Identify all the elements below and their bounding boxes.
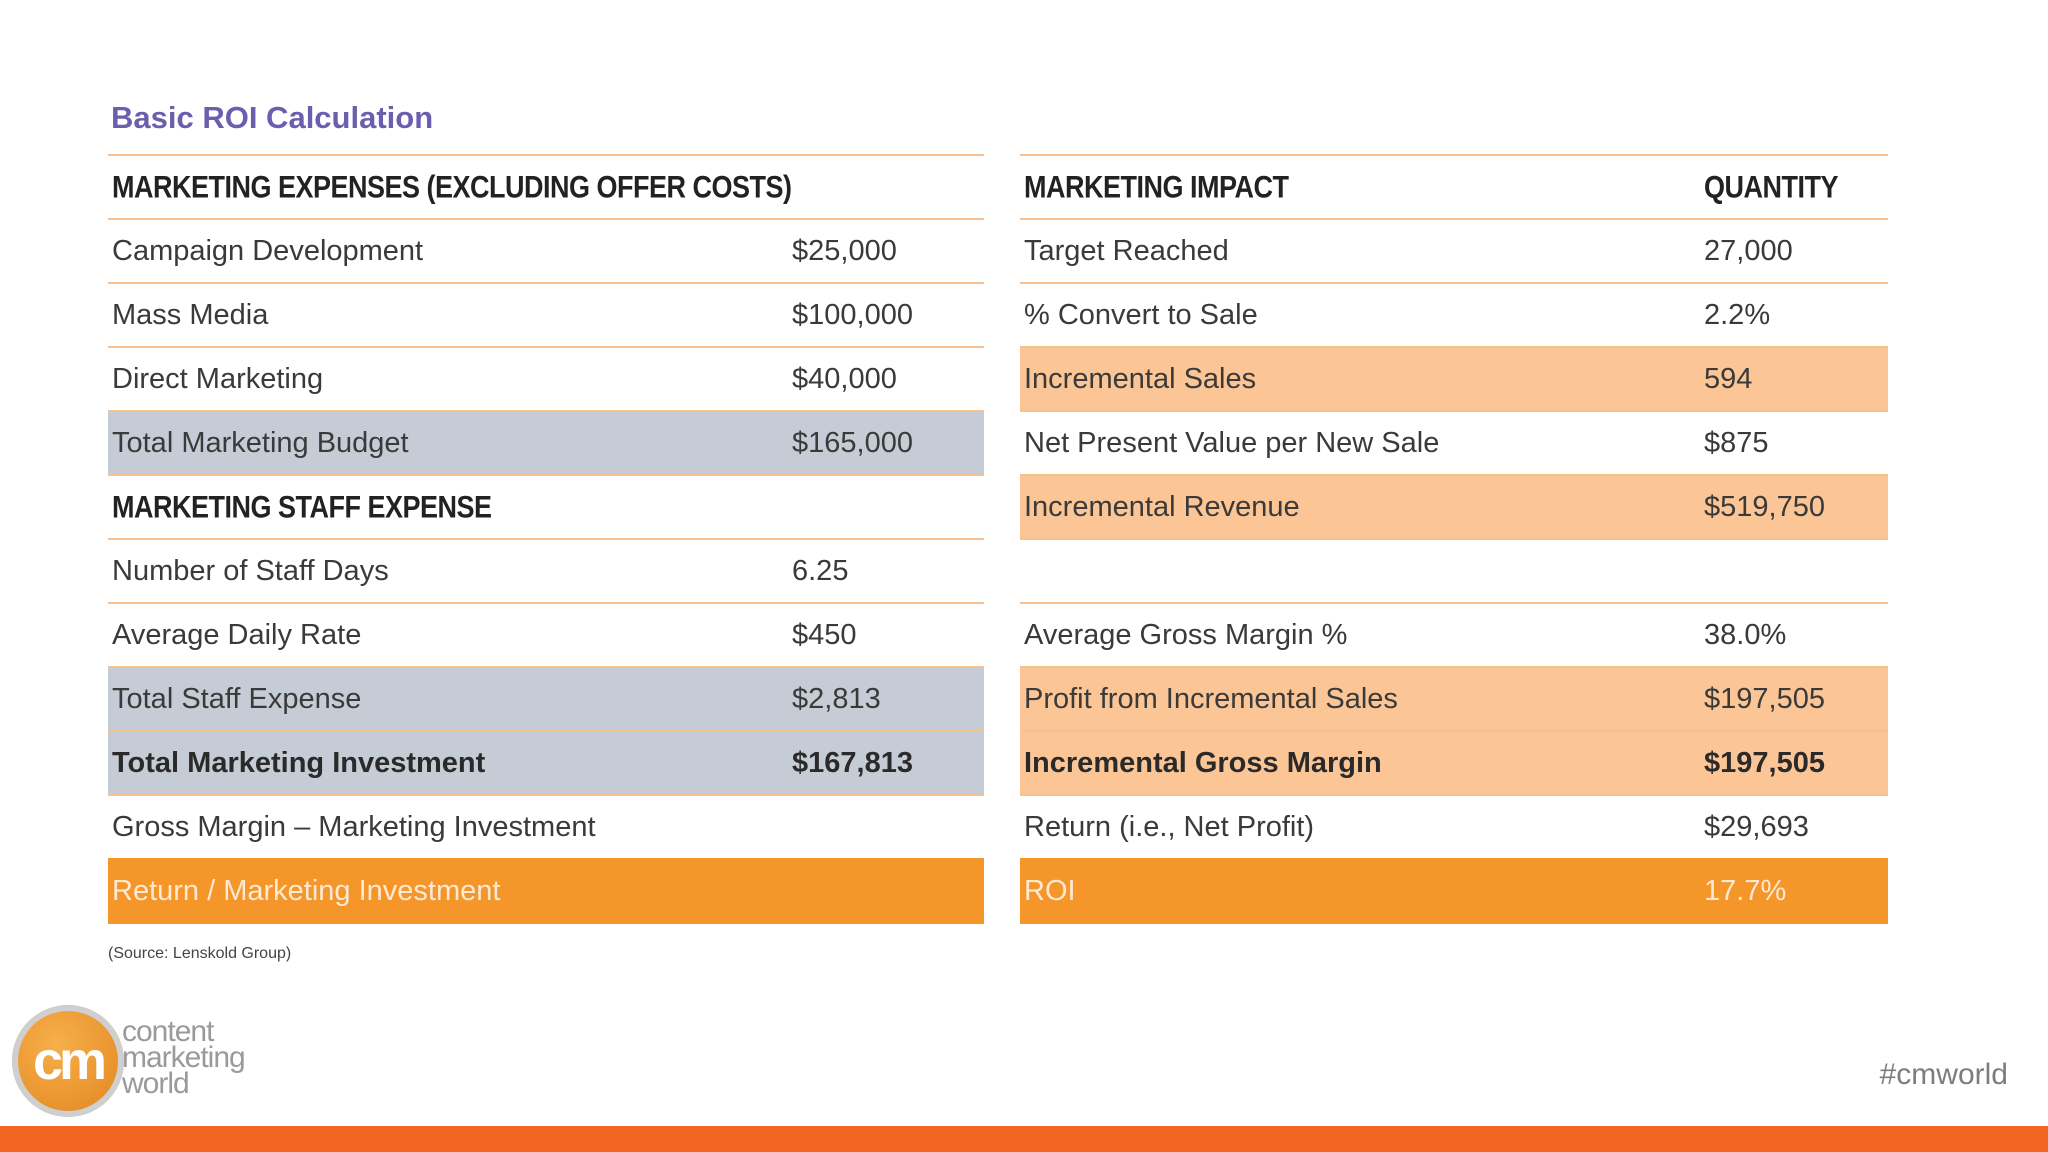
row-label: Return / Marketing Investment — [112, 875, 501, 907]
row-label: Total Marketing Investment — [112, 747, 486, 779]
row-label: MARKETING STAFF EXPENSE — [112, 489, 492, 525]
row-label: Direct Marketing — [112, 363, 324, 395]
row-value: 2.2% — [1704, 299, 1771, 331]
table-row — [108, 410, 984, 476]
row-value: $519,750 — [1704, 491, 1825, 523]
table-row — [108, 666, 984, 732]
row-label: ROI — [1024, 875, 1076, 907]
table-row — [108, 858, 984, 924]
row-value: $197,505 — [1704, 683, 1825, 715]
table-row — [1020, 730, 1888, 796]
row-label: Campaign Development — [112, 235, 424, 267]
hashtag: #cmworld — [1879, 1058, 2008, 1091]
table-row — [1020, 218, 1888, 284]
row-label: MARKETING EXPENSES (EXCLUDING OFFER COSTS) — [112, 169, 792, 205]
table-row — [108, 474, 984, 540]
table-row — [1020, 666, 1888, 732]
row-value: 17.7% — [1704, 875, 1787, 907]
row-value: $100,000 — [792, 299, 913, 331]
row-label: Mass Media — [112, 299, 269, 331]
row-value: $450 — [792, 619, 857, 651]
table-row — [1020, 602, 1888, 668]
row-label: Total Marketing Budget — [112, 427, 409, 459]
row-value: $197,505 — [1704, 747, 1825, 779]
table-row — [108, 538, 984, 604]
row-label: Average Daily Rate — [112, 619, 362, 651]
row-label: Incremental Sales — [1024, 363, 1257, 395]
row-label: Incremental Gross Margin — [1024, 747, 1382, 779]
row-label: % Convert to Sale — [1024, 299, 1258, 331]
slide-title: Basic ROI Calculation — [111, 100, 434, 135]
row-label: Incremental Revenue — [1024, 491, 1300, 523]
table-row — [108, 794, 984, 860]
row-label: Profit from Incremental Sales — [1024, 683, 1398, 715]
logo-line: marketing — [122, 1041, 245, 1074]
table-row — [1020, 538, 1888, 604]
source-note: (Source: Lenskold Group) — [108, 945, 292, 962]
content-marketing-world-logo — [12, 1005, 292, 1120]
logo-mark: cm — [32, 1031, 104, 1091]
row-label: MARKETING IMPACT — [1024, 169, 1289, 205]
row-value: $29,693 — [1704, 811, 1809, 843]
row-value: $875 — [1704, 427, 1769, 459]
table-row — [1020, 858, 1888, 924]
row-label: Gross Margin – Marketing Investment — [112, 811, 596, 843]
table-row — [1020, 474, 1888, 540]
table-row — [1020, 346, 1888, 412]
row-value: 6.25 — [792, 555, 849, 587]
logo-wordmark — [122, 1015, 245, 1100]
logo-line: world — [122, 1067, 189, 1100]
row-value: $165,000 — [792, 427, 913, 459]
row-label: Number of Staff Days — [112, 555, 389, 587]
row-value: 594 — [1704, 363, 1753, 395]
row-value: $167,813 — [792, 747, 913, 779]
marketing-impact-table — [1020, 154, 1888, 924]
table-row — [1020, 794, 1888, 860]
row-value: $40,000 — [792, 363, 897, 395]
table-row — [1020, 410, 1888, 476]
marketing-expenses-table — [108, 154, 984, 924]
table-row — [108, 218, 984, 284]
row-value: $25,000 — [792, 235, 897, 267]
logo-line: content — [122, 1015, 214, 1048]
row-label: Average Gross Margin % — [1024, 619, 1348, 651]
table-row — [108, 602, 984, 668]
row-label: Net Present Value per New Sale — [1024, 427, 1440, 459]
table-row — [1020, 282, 1888, 348]
table-row — [1020, 154, 1888, 220]
row-value: QUANTITY — [1704, 169, 1838, 205]
row-label: Total Staff Expense — [112, 683, 362, 715]
table-row — [108, 154, 984, 220]
row-label: Target Reached — [1024, 235, 1229, 267]
row-value: $2,813 — [792, 683, 881, 715]
bottom-accent-bar — [0, 1126, 2048, 1152]
table-row — [108, 730, 984, 796]
row-label: Return (i.e., Net Profit) — [1024, 811, 1315, 843]
row-value: 38.0% — [1704, 619, 1787, 651]
table-row — [108, 346, 984, 412]
row-value: 27,000 — [1704, 235, 1793, 267]
table-row — [108, 282, 984, 348]
